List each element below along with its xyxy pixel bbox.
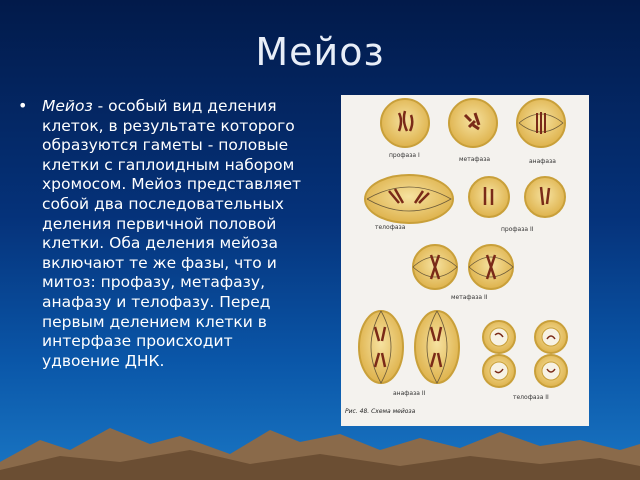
bullet-icon: •: [18, 96, 28, 115]
cell-telophase2-d: [535, 355, 567, 387]
slide-title: Мейоз: [255, 30, 385, 74]
label-telophase: телофаза: [375, 224, 406, 231]
cell-telophase2-a: [483, 321, 515, 353]
cell-metaphase2-b: [469, 245, 513, 289]
label-metaphase: метафаза: [459, 156, 491, 163]
label-anaphase2: анафаза II: [393, 390, 426, 397]
cell-prophase2-b: [525, 177, 565, 217]
label-prophase1: профаза I: [389, 152, 420, 159]
mountains-decoration: [0, 410, 640, 480]
label-anaphase: анафаза: [529, 158, 556, 165]
cell-telophase2-b: [535, 321, 567, 353]
meiosis-diagram: [341, 95, 589, 426]
label-metaphase2: метафаза II: [451, 294, 488, 301]
cell-telophase2-c: [483, 355, 515, 387]
cell-metaphase2-a: [413, 245, 457, 289]
body-text: - особый вид деления клеток, в результате которого образуются гаметы - половые клетки с гаплоидным набором хромосом. Мейоз представляет собой два последовательных деления первичной половой клетки. Оба деления мейоза включают те же фазы, что и митоз: профазу, метафазу, анафазу и телофазу. Перед первым делением клетки в интерфазе происходит удвоение ДНК.: [42, 97, 302, 370]
cell-anaphase2-b: [415, 311, 459, 383]
cell-anaphase: [517, 99, 565, 147]
slide-body: [18, 96, 312, 371]
label-telophase2: телофаза II: [513, 394, 549, 401]
label-prophase2: профаза II: [501, 226, 534, 233]
cell-metaphase: [449, 99, 497, 147]
cell-telophase: [365, 175, 453, 223]
cell-anaphase2-a: [359, 311, 403, 383]
term-meiosis: Мейоз: [42, 97, 93, 115]
figure-caption: Рис. 48. Схема мейоза: [345, 408, 416, 415]
cell-prophase1: [381, 99, 429, 147]
meiosis-figure: [341, 95, 589, 426]
cell-prophase2-a: [469, 177, 509, 217]
